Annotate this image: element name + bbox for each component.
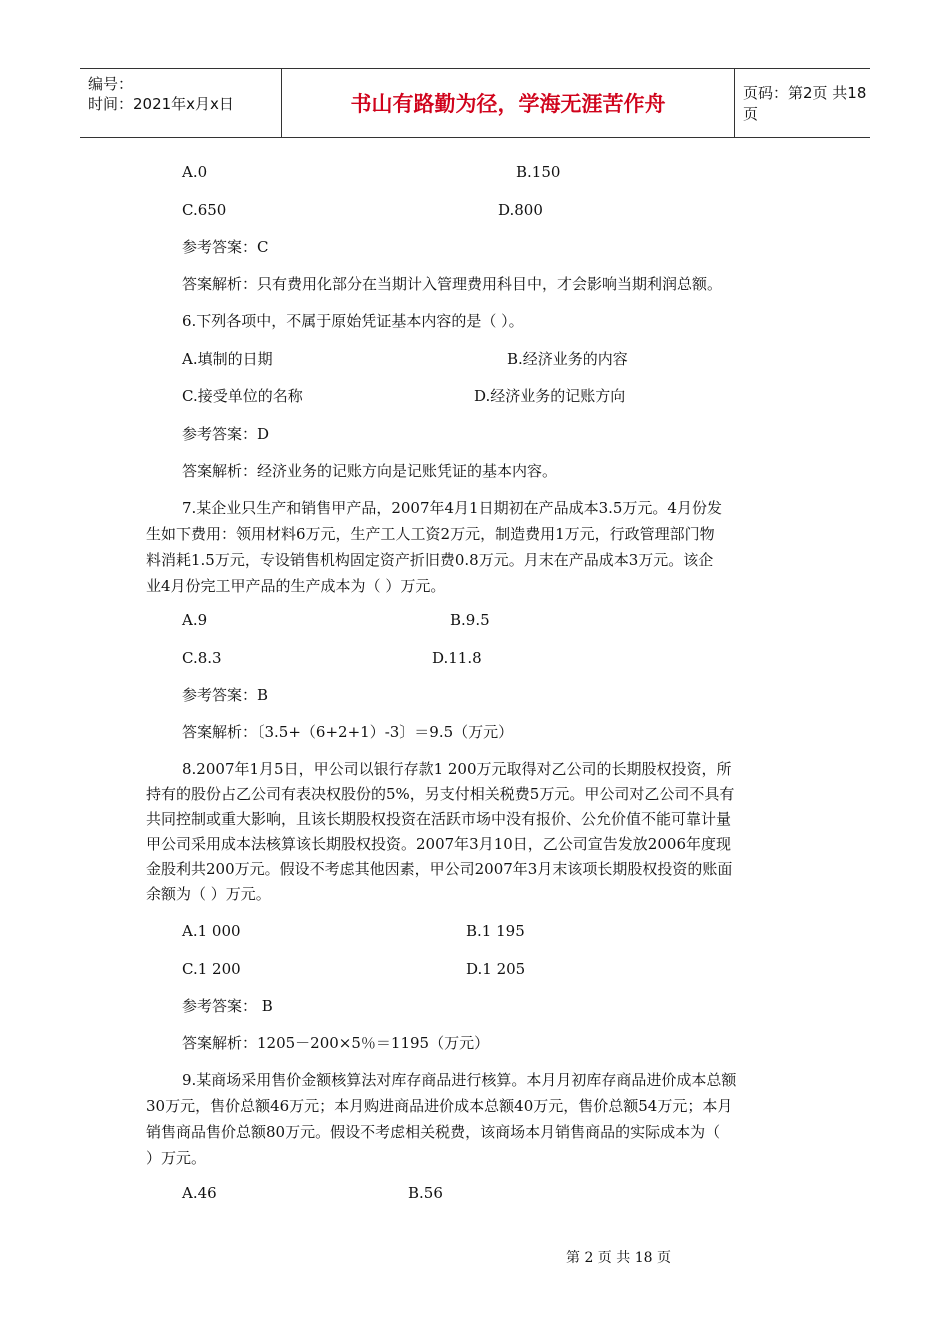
q5-option-a: A.0: [182, 163, 208, 181]
q8-question-line-4: 甲公司采用成本法核算该长期股权投资。2007年3月10日，乙公司宣告发放2006年度现: [146, 835, 731, 853]
q6-option-c: C.接受单位的名称: [182, 387, 303, 405]
q8-analysis: 答案解析：1205－200×5％＝1195（万元）: [182, 1034, 490, 1052]
q9-question-line-3: 销售商品售价总额80万元。假设不考虑相关税费，该商场本月销售商品的实际成本为（: [146, 1123, 721, 1141]
q9-option-b: B.56: [408, 1184, 443, 1202]
header-page-info: 页码：第2页 共18页: [743, 84, 867, 123]
q7-option-d: D.11.8: [432, 649, 482, 667]
q8-option-b: B.1 195: [466, 922, 525, 940]
q7-question-line-1: 7.某企业只生产和销售甲产品，2007年4月1日期初在产品成本3.5万元。4月份发: [182, 499, 722, 517]
q6-option-b: B.经济业务的内容: [507, 350, 628, 368]
q5-answer: 参考答案：C: [182, 238, 269, 256]
q9-question-line-2: 30万元，售价总额46万元；本月购进商品进价成本总额40万元，售价总额54万元；本月: [146, 1097, 733, 1115]
q7-analysis: 答案解析：〔3.5+（6+2+1）-3〕＝9.5（万元）: [182, 723, 514, 741]
page-header: [80, 68, 870, 138]
q7-question-line-4: 业4月份完工甲产品的生产成本为（ ）万元。: [146, 577, 446, 595]
q9-question-line-1: 9.某商场采用售价金额核算法对库存商品进行核算。本月月初库存商品进价成本总额: [182, 1071, 737, 1089]
q8-option-c: C.1 200: [182, 960, 241, 978]
q5-option-c: C.650: [182, 201, 227, 219]
q6-question: 6.下列各项中，不属于原始凭证基本内容的是（ ）。: [182, 312, 524, 330]
q8-option-d: D.1 205: [466, 960, 526, 978]
q5-analysis: 答案解析：只有费用化部分在当期计入管理费用科目中，才会影响当期利润总额。: [182, 275, 723, 293]
q7-question-line-2: 生如下费用：领用材料6万元，生产工人工资2万元，制造费用1万元，行政管理部门物: [146, 525, 715, 543]
q8-question-line-2: 持有的股份占乙公司有表决权股份的5%，另支付相关税费5万元。甲公司对乙公司不具有: [146, 785, 735, 803]
q7-option-b: B.9.5: [450, 611, 490, 629]
q8-question-line-3: 共同控制或重大影响，且该长期股权投资在活跃市场中没有报价、公允价值不能可靠计量: [146, 810, 732, 828]
document-date-label: 时间：2021年x月x日: [88, 95, 234, 113]
q5-option-b: B.150: [516, 163, 561, 181]
q8-answer: 参考答案： B: [182, 997, 273, 1015]
q9-question-line-4: ）万元。: [146, 1149, 207, 1167]
q6-analysis: 答案解析：经济业务的记账方向是记账凭证的基本内容。: [182, 462, 558, 480]
q6-option-d: D.经济业务的记账方向: [474, 387, 626, 405]
page-footer-number: 第 2 页 共 18 页: [566, 1250, 671, 1266]
q8-option-a: A.1 000: [182, 922, 241, 940]
q8-question-line-6: 余额为（ ）万元。: [146, 885, 271, 903]
header-motto: 书山有路勤为径，学海无涯苦作舟: [282, 69, 735, 137]
q7-option-a: A.9: [182, 611, 208, 629]
q8-question-line-1: 8.2007年1月5日，甲公司以银行存款1 200万元取得对乙公司的长期股权投资，所: [182, 760, 732, 778]
q9-option-a: A.46: [182, 1184, 217, 1202]
document-number-label: 编号：: [88, 75, 134, 93]
q6-answer: 参考答案：D: [182, 425, 270, 443]
q7-question-line-3: 料消耗1.5万元，专设销售机构固定资产折旧费0.8万元。月末在产品成本3万元。该企: [146, 551, 714, 569]
q7-option-c: C.8.3: [182, 649, 222, 667]
q8-question-line-5: 金股利共200万元。假设不考虑其他因素，甲公司2007年3月末该项长期股权投资的账面: [146, 860, 733, 878]
q5-option-d: D.800: [498, 201, 543, 219]
q6-option-a: A.填制的日期: [182, 350, 273, 368]
q7-answer: 参考答案：B: [182, 686, 269, 704]
header-meta: [80, 69, 282, 137]
